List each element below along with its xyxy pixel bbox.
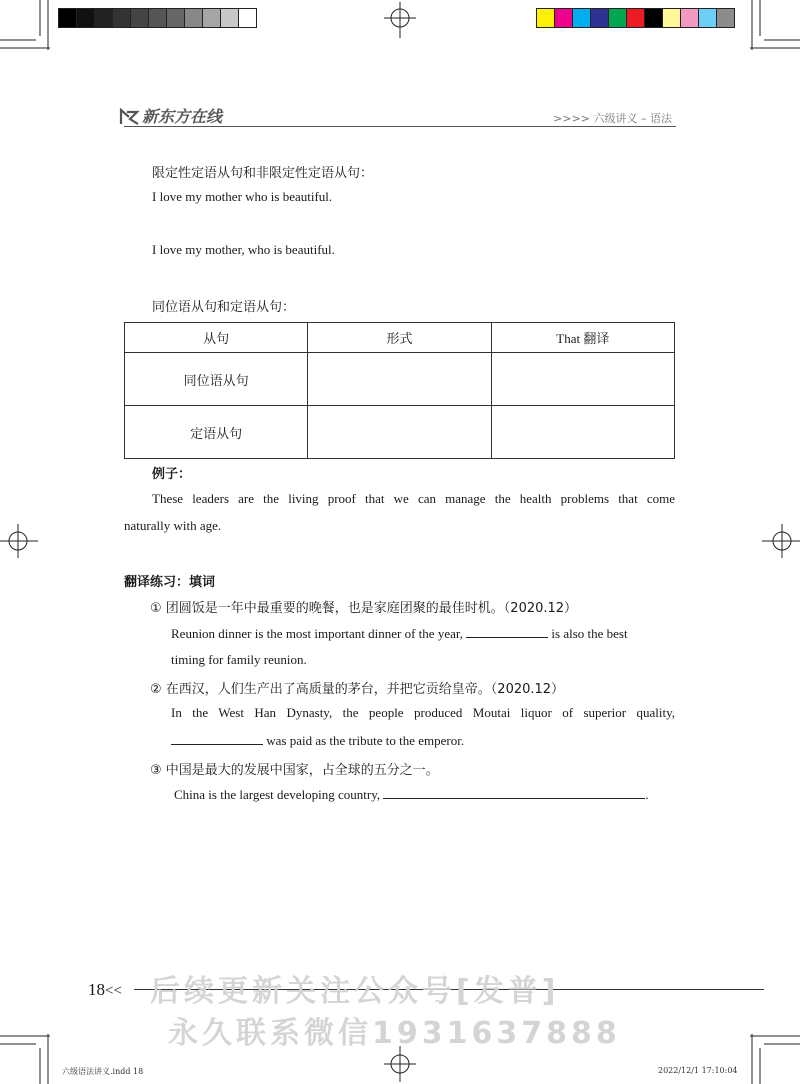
example-paragraph-line-2: naturally with age. [124,518,222,533]
slug-filename: 六级语法讲义.indd 18 [62,1067,144,1076]
table-row [125,353,675,406]
example-paragraph-line-1: These leaders are the living proof that we can manage the health problems that come [152,491,675,506]
item-marker: ① [150,601,162,616]
practice-item-3-chinese [150,759,439,778]
practice-item-1-chinese [150,597,577,616]
example-sentence-1: I love my mother who is beautiful. [152,189,333,204]
practice-item-1-english-line-2: timing for family reunion. [171,652,307,667]
item-chinese-text: 团圆饭是一年中最重要的晚餐，也是家庭团聚的最佳时机。（2020.12） [165,601,578,616]
table-header-cell: That 翻译 [491,323,674,353]
practice-item-3-english [174,786,649,803]
watermark-line-1: 后续更新关注公众号[发普] [150,974,560,1009]
registration-mark-right [760,524,800,558]
sentence-part: is also the best [551,626,628,641]
sentence-part: was paid as the tribute to the emperor. [266,733,465,748]
registration-mark-left [0,524,40,558]
example-sentence-2: I love my mother, who is beautiful. [152,242,335,257]
item-chinese-text: 中国是最大的发展中国家，占全球的五分之一。 [165,763,439,778]
logo-text: 新东方在线 [142,107,223,126]
page-number-value: 18 [88,980,105,999]
logo [118,104,222,127]
fill-in-blank[interactable] [466,625,548,638]
fill-in-blank[interactable] [171,732,263,745]
practice-item-2-chinese [150,678,564,697]
slug-timestamp: 2022/12/1 17:10:04 [658,1066,738,1075]
table-cell: 定语从句 [125,406,308,459]
table-cell: 同位语从句 [125,353,308,406]
table-header-row [125,323,675,353]
practice-item-1-english-line-1 [171,625,628,642]
table-cell [308,406,491,459]
section-heading-restrictive: 限定性定语从句和非限定性定语从句： [152,166,374,181]
fill-in-blank[interactable] [383,786,645,799]
watermark-line-2: 永久联系微信1931637888 [168,1016,621,1051]
practice-item-2-english-line-2 [171,732,464,749]
table-row [125,406,675,459]
item-marker: ③ [150,763,162,778]
clause-comparison-table [124,322,675,459]
table-header-cell: 从句 [125,323,308,353]
table-header-cell: 形式 [308,323,491,353]
page-number [88,980,122,1000]
table-cell [491,406,674,459]
sentence-part: Reunion dinner is the most important dinner of the year, [171,626,463,641]
example-label: 例子： [152,467,192,482]
table-cell [308,353,491,406]
item-chinese-text: 在西汉，人们生产出了高质量的茅台，并把它贡给皇帝。（2020.12） [165,682,565,697]
header-divider [124,126,676,127]
section-heading-appositive: 同位语从句和定语从句： [152,300,296,315]
practice-heading: 翻译练习：填词 [124,575,216,590]
practice-item-2-english-line-1: In the West Han Dynasty, the people produced Moutai liquor of superior quality, [171,705,675,720]
registration-mark-top [384,0,416,40]
sentence-part: . [645,787,649,802]
sentence-part: China is the largest developing country, [174,787,381,802]
item-marker: ② [150,682,162,697]
logo-icon [118,106,140,126]
breadcrumb: >>>> 六级讲义 – 语法 [553,112,672,125]
table-cell [491,353,674,406]
page-arrows: << [105,983,122,999]
